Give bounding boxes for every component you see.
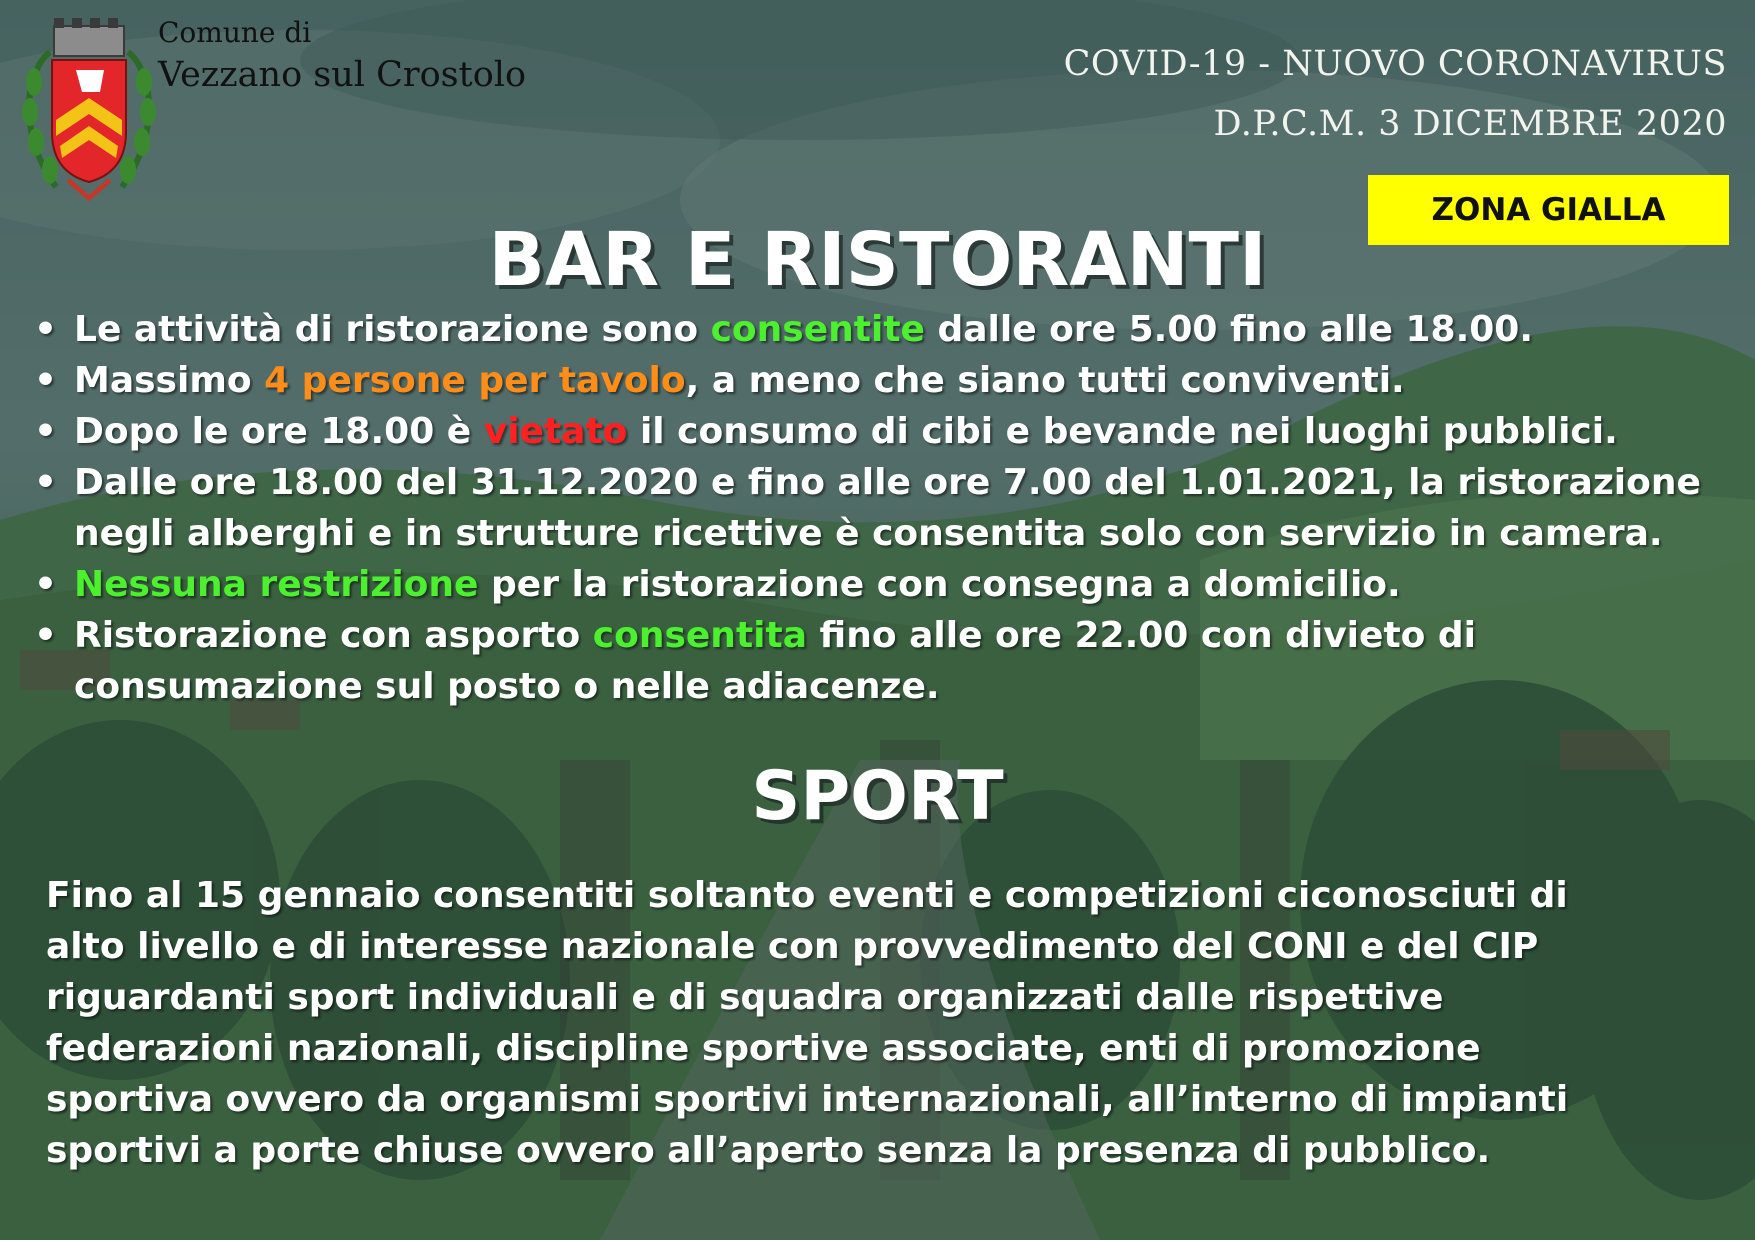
rule-text: negli alberghi e in strutture ricettive è consentita solo con servizio in camera. — [74, 513, 1663, 554]
rule-text: , a meno che siano tutti conviventi. — [685, 360, 1405, 401]
municipal-crest-icon — [16, 12, 162, 204]
rule-text: Ristorazione con asporto — [74, 615, 593, 656]
rule-text: il consumo di cibi e bevande nei luoghi pubblici. — [627, 411, 1618, 452]
rule-item — [30, 406, 1735, 457]
bar-rules-list — [30, 304, 1735, 712]
rule-text: consumazione sul posto o nelle adiacenze. — [74, 666, 940, 707]
rule-item — [30, 559, 1735, 610]
municipality-town: Vezzano sul Crostolo — [158, 55, 527, 95]
municipality-label: Comune di — [158, 16, 312, 49]
rule-item-continuation — [30, 661, 1735, 712]
rule-item — [30, 355, 1735, 406]
decree-date: D.P.C.M. 3 DICEMBRE 2020 — [1213, 104, 1727, 144]
rule-text: per la ristorazione con consegna a domicilio. — [478, 564, 1401, 605]
zone-badge: ZONA GIALLA — [1368, 175, 1729, 245]
rule-text: Dalle ore 18.00 del 31.12.2020 e fino alle ore 7.00 del 1.01.2021, la ristorazione — [74, 462, 1701, 503]
rule-text: Massimo — [74, 360, 265, 401]
sport-text-line: sportivi a porte chiuse ovvero all’aperto senza la presenza di pubblico. — [46, 1130, 1491, 1171]
rule-highlight: 4 persone per tavolo — [264, 360, 686, 401]
rule-item-continuation — [30, 508, 1735, 559]
rule-text: fino alle ore 22.00 con divieto di — [807, 615, 1477, 656]
sport-text-line: sportiva ovvero da organismi sportivi internazionali, all’interno di impianti — [46, 1079, 1569, 1120]
rule-text: Dopo le ore 18.00 è — [74, 411, 484, 452]
rule-highlight: consentita — [592, 615, 807, 656]
rule-text: dalle ore 5.00 fino alle 18.00. — [924, 309, 1534, 350]
municipality-name — [158, 14, 526, 98]
rule-highlight: Nessuna restrizione — [74, 564, 479, 605]
rule-text: Le attività di ristorazione sono — [74, 309, 711, 350]
rule-highlight: vietato — [483, 411, 628, 452]
rule-highlight: consentite — [710, 309, 925, 350]
rule-item — [30, 457, 1735, 508]
decree-heading — [1064, 34, 1727, 154]
sport-text-line: alto livello e di interesse nazionale con provvedimento del CONI e del CIP — [46, 926, 1539, 967]
rule-item — [30, 610, 1735, 661]
sport-paragraph — [46, 870, 1736, 1176]
sport-section-title: SPORT — [751, 757, 1004, 836]
decree-subject: COVID-19 - NUOVO CORONAVIRUS — [1063, 44, 1727, 84]
sport-text-line: Fino al 15 gennaio consentiti soltanto eventi e competizioni ciconosciuti di — [46, 875, 1568, 916]
rule-item — [30, 304, 1735, 355]
bar-section-title: BAR E RISTORANTI — [488, 217, 1267, 303]
sport-text-line: federazioni nazionali, discipline sportive associate, enti di promozione — [46, 1028, 1481, 1069]
sport-text-line: riguardanti sport individuali e di squadra organizzati dalle rispettive — [46, 977, 1444, 1018]
